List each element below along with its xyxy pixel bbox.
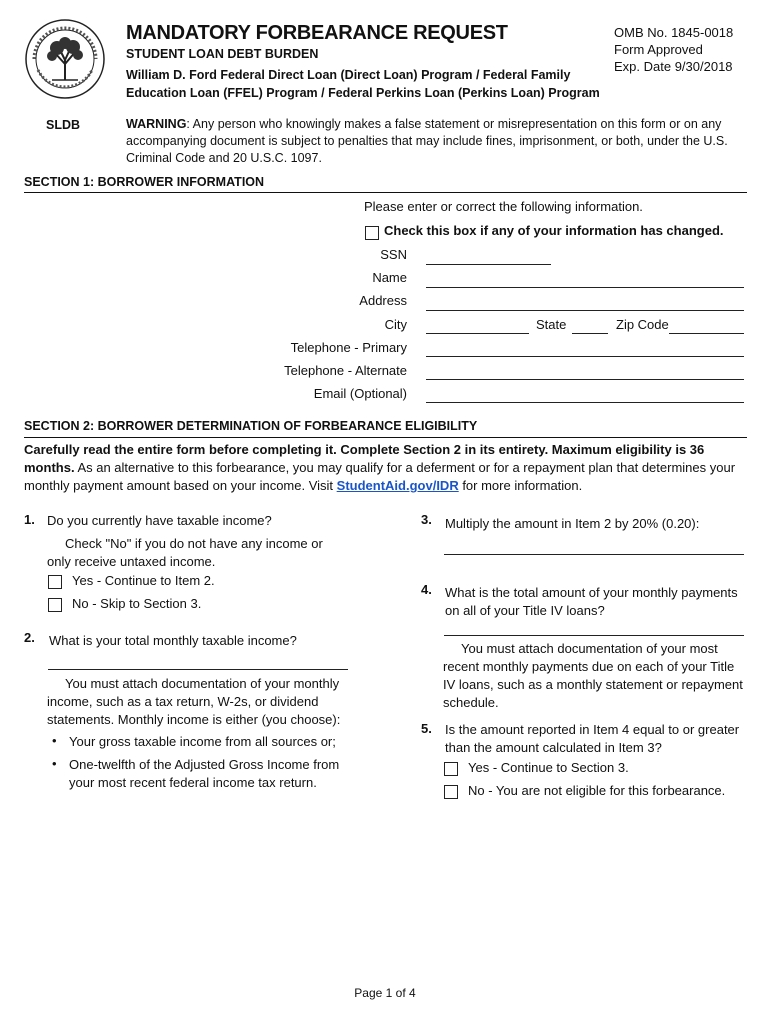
state-label: State [536, 317, 567, 332]
q2-bullet-1: Your gross taxable income from all sources or; [69, 734, 336, 749]
section-2-intro [24, 441, 746, 495]
q5-yes-checkbox[interactable] [444, 762, 458, 776]
q2-bullet-2: One-twelfth of the Adjusted Gross Income from your most recent federal income tax return. [69, 757, 340, 790]
warning-text [126, 116, 742, 167]
address-field[interactable] [426, 310, 744, 311]
department-of-education-seal [24, 18, 106, 100]
q4-question: What is the total amount of your monthly payments on all of your Title IV loans? [445, 585, 738, 618]
section-1-instruction: Please enter or correct the following information. [364, 199, 643, 214]
q4-amount-field[interactable] [444, 635, 744, 636]
form-subtitle: STUDENT LOAN DEBT BURDEN [126, 47, 319, 61]
q5-yes-label: Yes - Continue to Section 3. [468, 760, 629, 775]
q1-note: Check "No" if you do not have any income or only receive untaxed income. [47, 536, 323, 569]
intro-bold: Carefully read the entire form before completing it. Complete Section 2 in its entirety. Maximum eligibility is 36 months. [24, 442, 705, 475]
omb-number: OMB No. 1845-0018 [614, 25, 734, 40]
zip-label: Zip Code [616, 317, 669, 332]
q2-question: What is your total monthly taxable income? [49, 633, 297, 648]
phone-primary-field[interactable] [426, 356, 744, 357]
loan-programs [126, 66, 616, 102]
section-2-rule [24, 437, 747, 438]
q2-bullet-2-dot: • [52, 756, 57, 771]
ssn-label: SSN [380, 247, 407, 262]
state-field[interactable] [572, 333, 608, 334]
form-code: SLDB [46, 118, 81, 132]
form-title: MANDATORY FORBEARANCE REQUEST [126, 22, 508, 44]
q4-note: You must attach documentation of your most recent monthly payments due on each of your Title IV loans, such as a monthly statement or repayment schedule. [443, 641, 743, 710]
info-changed-label: Check this box if any of your information has changed. [384, 223, 724, 238]
loan-programs-line-1: William D. Ford Federal Direct Loan (Direct Loan) Program / Federal Family [126, 68, 571, 82]
q3-question: Multiply the amount in Item 2 by 20% (0.20): [445, 516, 700, 531]
intro-end: for more information. [458, 478, 583, 493]
q1-no-label: No - Skip to Section 3. [72, 596, 202, 611]
q2-income-field[interactable] [48, 669, 348, 670]
studentaid-idr-link[interactable]: StudentAid.gov/IDR [336, 478, 459, 493]
warning-body: : Any person who knowingly makes a false statement or misrepresentation on this form or on any accompanying document is subject to penalties that may include fines, imprisonment, or both, under the U.S. Criminal Code and 20 U.S.C. 1097. [126, 117, 728, 165]
q5-no-label: No - You are not eligible for this forbearance. [468, 783, 726, 798]
email-field[interactable] [426, 402, 744, 403]
q5-question: Is the amount reported in Item 4 equal to or greater than the amount calculated in Item 3? [445, 722, 740, 755]
q1-number: 1. [24, 512, 35, 527]
q1-yes-checkbox[interactable] [48, 575, 62, 589]
name-label: Name [372, 270, 407, 285]
loan-programs-line-2: Education Loan (FFEL) Program / Federal Perkins Loan (Perkins Loan) Program [126, 86, 600, 100]
expiration-date: Exp. Date 9/30/2018 [614, 59, 733, 74]
section-1-rule [24, 192, 747, 193]
intro-text: As an alternative to this forbearance, you may qualify for a deferment or for a repayment plan that determines your monthly payment amount based on your income. Visit [24, 460, 736, 493]
ssn-field[interactable] [426, 264, 551, 265]
q5-no-checkbox[interactable] [444, 785, 458, 799]
q2-number: 2. [24, 630, 35, 645]
zip-field[interactable] [669, 333, 744, 334]
q2-bullet-1-dot: • [52, 733, 57, 748]
q1-question: Do you currently have taxable income? [47, 513, 272, 528]
phone-primary-label: Telephone - Primary [290, 340, 407, 355]
warning-label: WARNING [126, 117, 187, 131]
omb-info [614, 24, 733, 75]
section-1-heading: SECTION 1: BORROWER INFORMATION [24, 175, 265, 189]
name-field[interactable] [426, 287, 744, 288]
city-field[interactable] [426, 333, 529, 334]
section-2-heading: SECTION 2: BORROWER DETERMINATION OF FORBEARANCE ELIGIBILITY [24, 419, 478, 433]
city-label: City [384, 317, 407, 332]
q5-number: 5. [421, 721, 432, 736]
q3-amount-field[interactable] [444, 554, 744, 555]
q4-number: 4. [421, 582, 432, 597]
q3-number: 3. [421, 512, 432, 527]
q1-no-checkbox[interactable] [48, 598, 62, 612]
q2-note: You must attach documentation of your monthly income, such as a tax return, W-2s, or dividend statements. Monthly income is either (you choose): [47, 676, 341, 727]
address-label: Address [359, 293, 407, 308]
phone-alternate-field[interactable] [426, 379, 744, 380]
phone-alternate-label: Telephone - Alternate [284, 363, 407, 378]
info-changed-checkbox[interactable] [365, 226, 379, 240]
q1-yes-label: Yes - Continue to Item 2. [72, 573, 215, 588]
form-approved: Form Approved [614, 42, 703, 57]
email-label: Email (Optional) [313, 386, 407, 401]
page-number: Page 1 of 4 [354, 986, 416, 1000]
